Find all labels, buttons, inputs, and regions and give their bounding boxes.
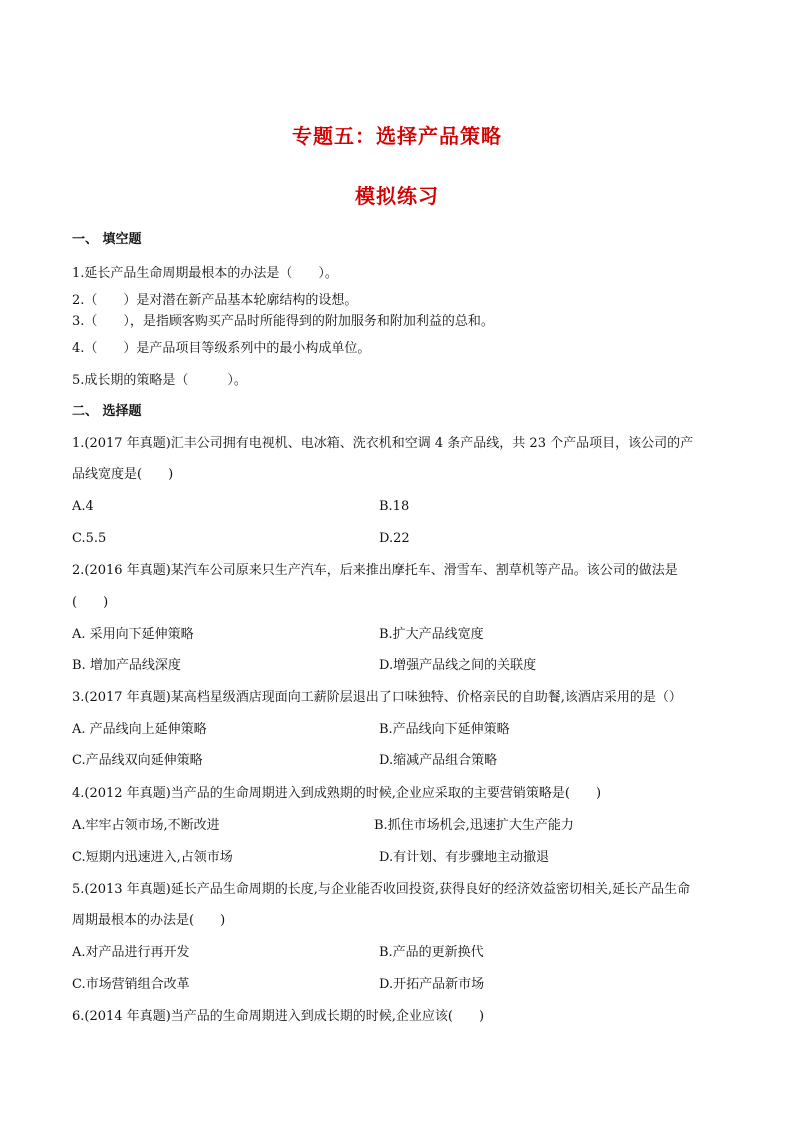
question-3-option-c: C.产品线双向延伸策略 <box>72 753 203 768</box>
page-subtitle: 模拟练习 <box>355 184 439 208</box>
question-4-option-c: C.短期内迅速进入,占领市场 <box>72 850 233 865</box>
question-4-option-a: A.牢牢占领市场,不断改进 <box>72 818 220 833</box>
fill-item-3: 3.（ ），是指顾客购买产品时所能得到的附加服务和附加利益的总和。 <box>72 314 494 329</box>
question-5-option-d: D.开拓产品新市场 <box>379 977 485 992</box>
fill-item-4: 4.（ ）是产品项目等级系列中的最小构成单位。 <box>72 341 371 356</box>
question-5-option-c: C.市场营销组合改革 <box>72 977 190 992</box>
fill-item-5: 5.成长期的策略是（ ）。 <box>72 373 247 388</box>
section-heading-multiple-choice: 二、 选择题 <box>72 404 142 419</box>
fill-item-2: 2.（ ）是对潜在新产品基本轮廓结构的设想。 <box>72 293 358 308</box>
question-3-option-d: D.缩减产品组合策略 <box>379 753 498 768</box>
question-1-option-a: A.4 <box>72 499 94 514</box>
question-1-line-2: 品线宽度是( ) <box>72 467 174 482</box>
question-3-line-1: 3.(2017 年真题)某高档星级酒店现面向工薪阶层退出了口味独特、价格亲民的自助餐,该酒店采用的是（） <box>72 690 682 705</box>
question-5-line-2: 周期最根本的办法是( ) <box>72 913 226 928</box>
section-heading-fill-blank: 一、 填空题 <box>72 232 142 247</box>
question-2-line-2: ( ) <box>72 595 109 610</box>
question-2-option-b: B.扩大产品线宽度 <box>379 627 484 642</box>
question-1-option-d: D.22 <box>379 531 410 546</box>
question-4-option-b: B.抓住市场机会,迅速扩大生产能力 <box>374 818 574 833</box>
question-4-line-1: 4.(2012 年真题)当产品的生命周期进入到成熟期的时候,企业应采取的主要营销策略是( ) <box>72 786 602 801</box>
question-1-line-1: 1.(2017 年真题)汇丰公司拥有电视机、电冰箱、洗衣机和空调 4 条产品线，共 23 个产品项目，该公司的产 <box>72 436 694 451</box>
question-3-option-a: A. 产品线向上延伸策略 <box>72 722 207 737</box>
question-3-option-b: B.产品线向下延伸策略 <box>379 722 510 737</box>
question-5-option-b: B.产品的更新换代 <box>379 945 484 960</box>
question-2-option-c: B. 增加产品线深度 <box>72 658 181 673</box>
question-2-option-d: D.增强产品线之间的关联度 <box>379 658 537 673</box>
question-5-line-1: 5.(2013 年真题)延长产品生命周期的长度,与企业能否收回投资,获得良好的经济效益密切相关,延长产品生命 <box>72 882 691 897</box>
page-title: 专题五：选择产品策略 <box>292 124 502 148</box>
question-4-option-d: D.有计划、有步骤地主动撤退 <box>379 850 550 865</box>
question-2-option-a: A. 采用向下延伸策略 <box>72 627 194 642</box>
question-6-line-1: 6.(2014 年真题)当产品的生命周期进入到成长期的时候,企业应该( ) <box>72 1009 485 1024</box>
question-5-option-a: A.对产品进行再开发 <box>72 945 190 960</box>
fill-item-1: 1.延长产品生命周期最根本的办法是（ ）。 <box>72 266 338 281</box>
question-2-line-1: 2.(2016 年真题)某汽车公司原来只生产汽车，后来推出摩托车、滑雪车、割草机等产品。该公司的做法是 <box>72 563 678 578</box>
question-1-option-b: B.18 <box>379 499 410 514</box>
question-1-option-c: C.5.5 <box>72 531 107 546</box>
